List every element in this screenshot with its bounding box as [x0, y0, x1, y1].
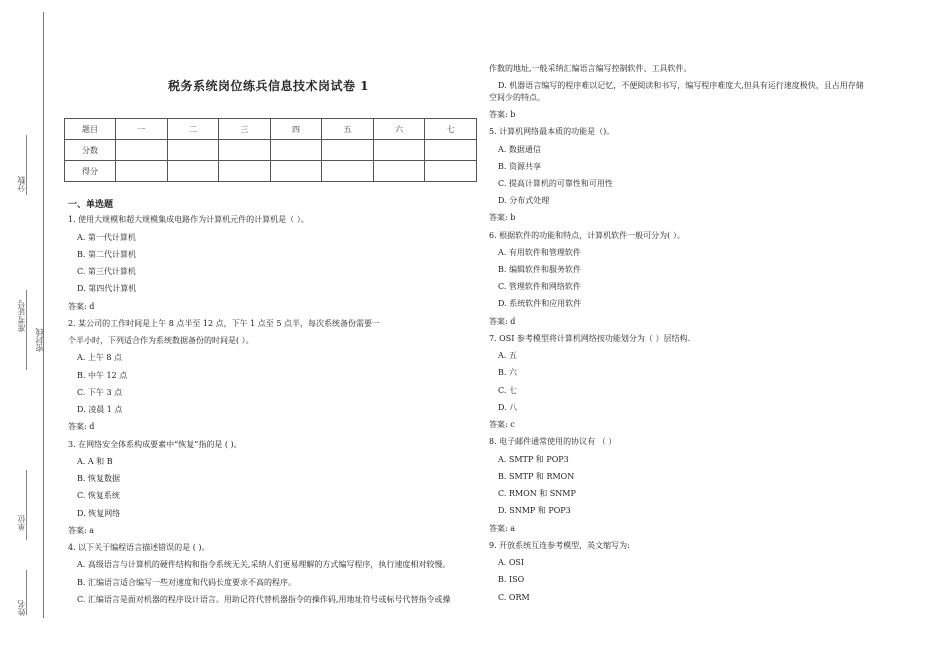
score-cell[interactable]	[270, 140, 322, 161]
question-text-line: C. 七	[498, 386, 517, 395]
score-cell[interactable]	[167, 161, 219, 182]
question-text-line: 答案: c	[489, 420, 515, 429]
question-text-line: 答案: d	[68, 302, 95, 311]
table-row	[65, 140, 477, 161]
score-cell[interactable]	[116, 161, 168, 182]
question-text-line: A. 有用软件和管理软件	[498, 248, 581, 257]
question-text-line: C. 恢复系统	[77, 491, 120, 500]
side-name-label: 姓名	[17, 600, 26, 616]
question-text-line: 答案: a	[68, 526, 95, 535]
page-title: 税务系统岗位练兵信息技术岗试卷 1	[168, 79, 370, 93]
question-text-line: 6. 根据软件的功能和特点，计算机软件一般可分为( ）。	[489, 231, 685, 240]
table-header-cell: 四	[270, 119, 322, 140]
table-header-cell: 六	[373, 119, 425, 140]
question-text-line: B. 资源共享	[498, 162, 541, 171]
table-header-cell: 二	[167, 119, 219, 140]
row-label: 得分	[65, 161, 116, 182]
question-text-line: A. 五	[498, 351, 517, 360]
question-text-line: D. 恢复网络	[77, 509, 121, 518]
question-text-line: A. A 和 B	[77, 457, 113, 466]
question-text-line: C. 管理软件和网络软件	[498, 282, 581, 291]
score-cell[interactable]	[322, 161, 374, 182]
question-text-line: C. 提高计算机的可靠性和可用性	[498, 179, 613, 188]
question-text-line: C. RMON 和 SNMP	[498, 489, 576, 498]
score-cell[interactable]	[270, 161, 322, 182]
question-text-line: 5. 计算机网络最本质的功能是（)。	[489, 127, 615, 136]
question-text-line: B. 汇编语言适合编写一些对速度和代码长度要求不高的程序。	[77, 578, 296, 587]
question-text-line: D. 机器语言编写的程序难以记忆，不便阅读和书写，编写程序难度大,但具有运行速度极快，且占用存储	[498, 81, 864, 90]
table-header-cell: 三	[219, 119, 271, 140]
question-text-line: 2. 某公司的工作时间是上午 8 点半至 12 点，下午 1 点至 5 点半，每次系统备份需要一	[68, 319, 380, 328]
score-cell[interactable]	[167, 140, 219, 161]
question-text-line: A. 第一代计算机	[77, 233, 136, 242]
question-text-line: 3. 在网络安全体系构成要素中“恢复”指的是 ( )。	[68, 440, 242, 449]
question-text-line: 4. 以下关于编程语言描述错误的是 ( )。	[68, 543, 210, 552]
question-text-line: D. 系统软件和应用软件	[498, 299, 582, 308]
question-text-line: 答案: d	[68, 422, 95, 431]
table-header-cell: 一	[116, 119, 168, 140]
table-header-cell: 题目	[65, 119, 116, 140]
question-text-line: 8. 电子邮件通常使用的协议有 （ ）	[489, 437, 617, 446]
question-text-line: B. 恢复数据	[77, 474, 120, 483]
question-text-line: A. OSI	[498, 558, 525, 567]
section-title: 一、单选题	[68, 200, 114, 210]
question-text-line: A. 上午 8 点	[77, 353, 123, 362]
score-table	[64, 118, 477, 182]
question-text-line: B. ISO	[498, 575, 525, 584]
score-cell[interactable]	[219, 161, 271, 182]
question-text-line: 作数的地址,一般采纳汇编语言编写控制软件、工具软件。	[489, 64, 692, 73]
question-text-line: C. ORM	[498, 593, 530, 602]
question-text-line: A. 数据通信	[498, 145, 541, 154]
question-text-line: 答案: a	[489, 524, 516, 533]
question-text-line: 答案: b	[489, 110, 516, 119]
question-text-line: B. 六	[498, 368, 517, 377]
table-header-cell: 五	[322, 119, 374, 140]
question-text-line: 1. 使用大规模和超大规模集成电路作为计算机元件的计算机是（ ）。	[68, 215, 309, 224]
question-text-line: D. 凌晨 1 点	[77, 405, 123, 414]
score-cell[interactable]	[322, 140, 374, 161]
score-cell[interactable]	[373, 161, 425, 182]
question-text-line: C. 第三代计算机	[77, 267, 136, 276]
question-text-line: 答案: b	[489, 213, 516, 222]
question-text-line: D. 八	[498, 403, 518, 412]
side-seal-label: 密封线	[35, 328, 44, 352]
table-row	[65, 161, 477, 182]
question-text-line: 7. OSI 参考模型将计算机网络按功能划分为（ ）层结构.	[489, 334, 691, 343]
question-text-line: 9. 开放系统互连参考模型，英文缩写为:	[489, 541, 630, 550]
row-label: 分数	[65, 140, 116, 161]
question-text-line: D. 分布式处理	[498, 196, 550, 205]
side-unit-label: 单位	[17, 515, 26, 531]
question-text-line: 空间少的特点。	[489, 93, 545, 102]
question-text-line: 个半小时，下列适合作为系统数据备份的时间是( ）。	[68, 336, 254, 345]
question-text-line: A. SMTP 和 POP3	[498, 455, 569, 464]
question-text-line: D. SNMP 和 POP3	[498, 506, 571, 515]
question-text-line: 答案: d	[489, 317, 516, 326]
question-text-line: B. SMTP 和 RMON	[498, 472, 575, 481]
question-text-line: B. 第二代计算机	[77, 250, 136, 259]
score-cell[interactable]	[219, 140, 271, 161]
question-text-line: D. 第四代计算机	[77, 284, 137, 293]
question-text-line: C. 汇编语言是面对机器的程序设计语言。用助记符代替机器指令的操作码,用地址符号或标号代替指令或操	[77, 595, 451, 604]
score-cell[interactable]	[373, 140, 425, 161]
score-cell[interactable]	[116, 140, 168, 161]
binding-line	[43, 12, 44, 618]
question-text-line: C. 下午 3 点	[77, 388, 123, 397]
question-text-line: B. 中午 12 点	[77, 371, 128, 380]
score-cell[interactable]	[425, 161, 477, 182]
side-score-label: 分数	[17, 176, 26, 192]
question-text-line: A. 高级语言与计算机的硬件结构和指令系统无关,采纳人们更易理解的方式编写程序，执行速度相对较慢。	[77, 560, 451, 569]
table-header-cell: 七	[425, 119, 477, 140]
score-cell[interactable]	[425, 140, 477, 161]
side-exam-id-label: 准考证号	[17, 300, 26, 332]
score-table-header	[65, 119, 477, 140]
question-text-line: B. 编辑软件和服务软件	[498, 265, 581, 274]
